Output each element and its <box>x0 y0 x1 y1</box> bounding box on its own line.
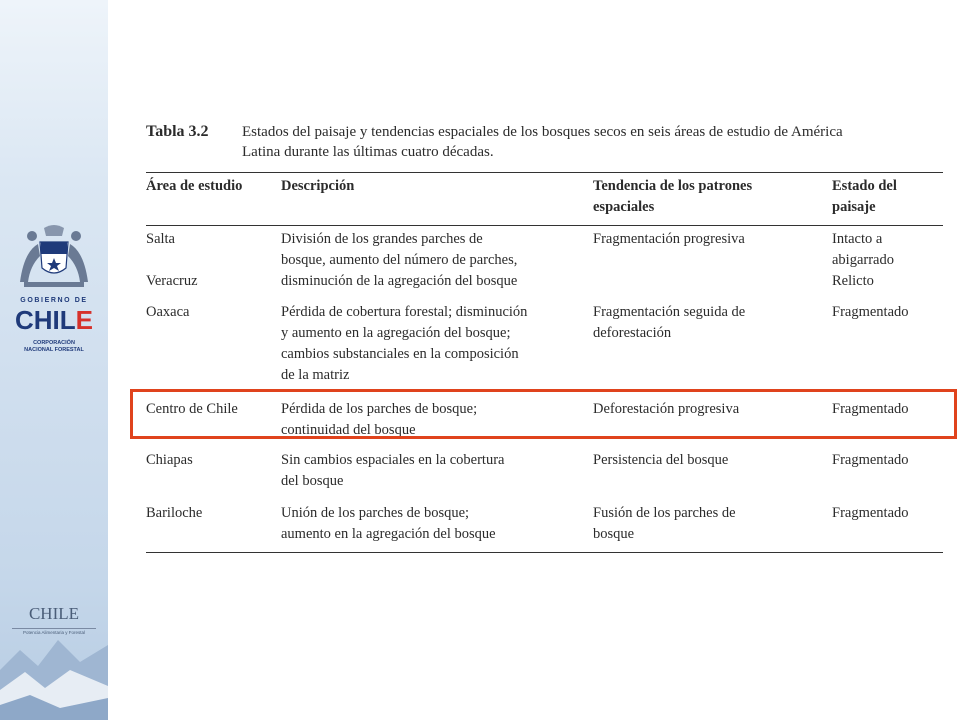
row1-area <box>146 229 198 292</box>
row5-tendencia <box>593 503 736 545</box>
header-estado-line2: paisaje <box>832 199 876 215</box>
table-bottom-rule <box>146 552 943 553</box>
row5-descripcion-line1: Unión de los parches de bosque; <box>281 505 470 521</box>
row5-estado <box>832 503 909 524</box>
row4-descripcion <box>281 450 504 492</box>
table-number: Tabla 3.2 <box>146 123 209 140</box>
row1-descripcion-line1: División de los grandes parches de <box>281 231 483 247</box>
row4-estado <box>832 450 909 471</box>
chile-wordmark-part2: E <box>75 305 93 335</box>
row4-tendencia-line1: Persistencia del bosque <box>593 452 729 468</box>
row1-estado-line2: abigarrado <box>832 252 894 268</box>
row2-estado <box>832 302 909 323</box>
table-caption <box>146 122 946 162</box>
caption-line2: Latina durante las últimas cuatro décadas. <box>242 144 494 160</box>
table-top-rule <box>146 172 943 173</box>
chile-wordmark <box>12 305 96 336</box>
header-descripcion-line1: Descripción <box>281 178 355 194</box>
chile-brand-tagline: Potencia Alimentaria y Forestal <box>12 628 96 635</box>
row1-area-line3: Veracruz <box>146 273 198 289</box>
header-bottom-rule <box>146 225 943 226</box>
row2-descripcion-line4: de la matriz <box>281 367 350 383</box>
row5-descripcion <box>281 503 496 545</box>
row5-descripcion-line2: aumento en la agregación del bosque <box>281 526 496 542</box>
caption-line1: Estados del paisaje y tendencias espaciales de los bosques secos en seis áreas de estudio de América <box>242 124 843 140</box>
row5-tendencia-line1: Fusión de los parches de <box>593 505 736 521</box>
header-area-line1: Área de estudio <box>146 178 243 194</box>
row5-area-line1: Bariloche <box>146 505 203 521</box>
row4-descripcion-line1: Sin cambios espaciales en la cobertura <box>281 452 505 468</box>
row1-descripcion <box>281 229 517 292</box>
corporation-label <box>8 340 100 354</box>
header-area <box>146 176 242 197</box>
row5-tendencia-line2: bosque <box>593 526 635 542</box>
sidebar-banner <box>0 0 108 720</box>
row2-tendencia-line1: Fragmentación seguida de <box>593 304 746 320</box>
row1-area-line2 <box>146 250 198 271</box>
header-descripcion <box>281 176 354 197</box>
row2-descripcion-line3: cambios substanciales en la composición <box>281 346 519 362</box>
header-estado-line1: Estado del <box>832 178 897 194</box>
row2-area <box>146 302 189 323</box>
row2-area-line1: Oaxaca <box>146 304 190 320</box>
row3-tendencia-line1: Deforestación progresiva <box>593 401 740 417</box>
corporation-line2: NACIONAL FORESTAL <box>24 347 84 353</box>
row3-estado-line1: Fragmentado <box>832 401 909 417</box>
row4-area <box>146 450 193 471</box>
row3-descripcion-line2: continuidad del bosque <box>281 422 416 438</box>
corporation-line1: CORPORACIÓN <box>33 340 75 346</box>
header-estado <box>832 176 897 218</box>
row4-tendencia <box>593 450 728 471</box>
mountain-illustration <box>0 600 108 720</box>
row4-area-line1: Chiapas <box>146 452 193 468</box>
row2-descripcion-line1: Pérdida de cobertura forestal; disminución <box>281 304 528 320</box>
row2-estado-line1: Fragmentado <box>832 304 909 320</box>
chile-wordmark-part1: CHIL <box>14 305 76 335</box>
header-tendencia-line1: Tendencia de los patrones <box>593 178 753 194</box>
row2-descripcion-line2: y aumento en la agregación del bosque; <box>281 325 511 341</box>
row2-descripcion <box>281 302 527 386</box>
chile-brand-logo: CHILE <box>28 604 80 623</box>
row4-descripcion-line2: del bosque <box>281 473 344 489</box>
row3-descripcion-line1: Pérdida de los parches de bosque; <box>281 401 478 417</box>
row1-tendencia <box>593 229 745 250</box>
row3-area-line1: Centro de Chile <box>146 401 238 417</box>
header-tendencia-line2: espaciales <box>593 199 655 215</box>
header-tendencia <box>593 176 752 218</box>
row1-estado-line3: Relicto <box>832 273 874 289</box>
row2-tendencia <box>593 302 745 344</box>
row5-area <box>146 503 202 524</box>
row1-estado <box>832 229 894 292</box>
row5-estado-line1: Fragmentado <box>832 505 909 521</box>
row-highlight-box <box>130 389 957 439</box>
row2-tendencia-line2: deforestación <box>593 325 672 341</box>
row1-descripcion-line3: disminución de la agregación del bosque <box>281 273 518 289</box>
coat-of-arms-icon <box>10 222 98 294</box>
row1-estado-line1: Intacto a <box>832 231 883 247</box>
row1-descripcion-line2: bosque, aumento del número de parches, <box>281 252 518 268</box>
row1-area-line1: Salta <box>146 231 175 247</box>
row1-tendencia-line1: Fragmentación progresiva <box>593 231 745 247</box>
row4-estado-line1: Fragmentado <box>832 452 909 468</box>
government-label: GOBIERNO DE <box>20 297 88 304</box>
